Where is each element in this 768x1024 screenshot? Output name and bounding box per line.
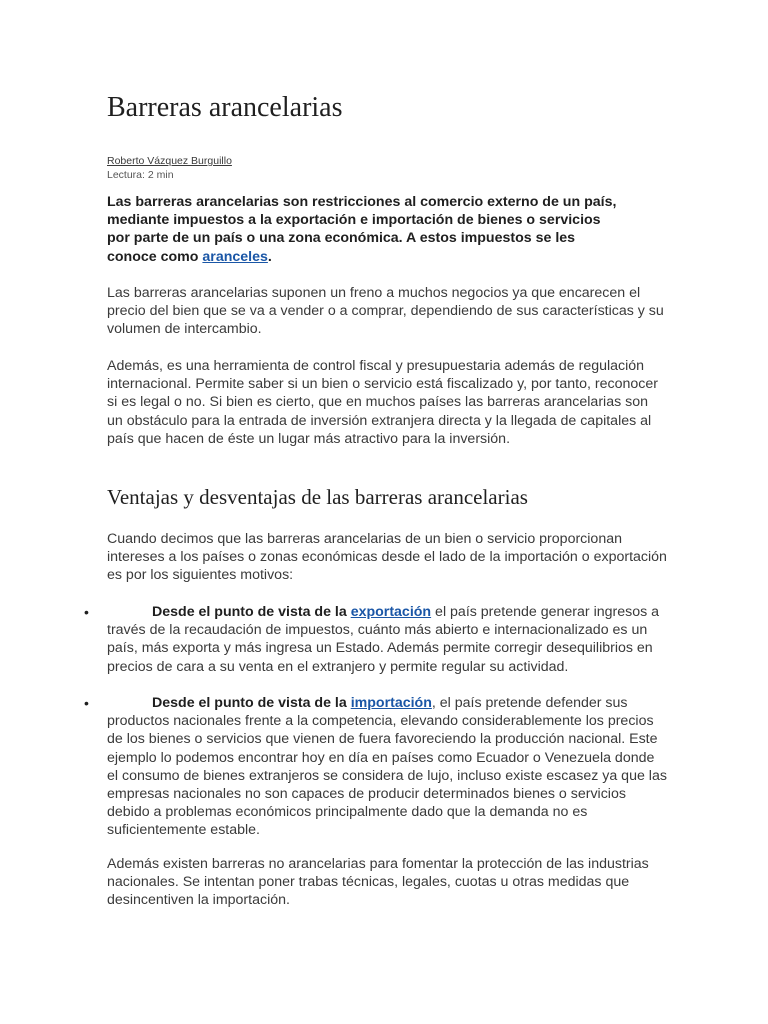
importacion-link[interactable]: importación: [350, 695, 432, 711]
paragraph-3: Además, es una herramienta de control fiscal y presupuestaria además de regulación internacional. Permite saber si un bien o servicio está fiscalizado y, por tanto, reconocer si es legal o no. Si bien es cierto, que en muchos países las barreras arancelarias son un obstáculo para la entrada de inversión extranjera directa y la llegada de capitales al país que hacen de éste un lugar más atractivo para la inversión.: [107, 358, 658, 447]
aranceles-link[interactable]: aranceles: [202, 248, 268, 265]
lead-text: Las barreras arancelarias son restricciones al comercio externo de un país, mediante impuestos a la exportación e importación de bienes o servicios por parte de un país o una zona económica. A estos impuestos se les conoce como: [107, 194, 617, 265]
bullet-lead: Desde el punto de vista de la: [152, 604, 351, 620]
lead-end: .: [267, 248, 272, 265]
paragraph-4: Cuando decimos que las barreras arancelarias de un bien o servicio proporcionan intereses a los países o zonas económicas desde el lado de la importación o exportación es por los siguientes motivos:: [107, 531, 667, 584]
paragraph-5: Además existen barreras no arancelarias para fomentar la protección de las industrias nacionales. Se intentan poner trabas técnicas, legales, cuotas u otras medidas que desincentiven la importación.: [107, 856, 649, 909]
bullet-icon: •: [84, 695, 89, 711]
section-heading: Ventajas y desventajas de las barreras arancelarias: [107, 485, 528, 509]
bullet-text: , el país pretende defender sus productos nacionales frente a la competencia, elevando considerablemente los precios de los bienes o servicios que vienen de fuera favoreciendo la producción nacional. Este ejemplo lo podemos encontrar hoy en día en países como Ecuador o Venezuela donde el consumo de bienes extranjeros se considera de lujo, incluso existe escasez ya que las empresas nacionales no son capaces de producir determinados bienes o servicios debido a problemas económicos principalmente dado que la demanda no es suficientemente estable.: [107, 695, 667, 839]
exportacion-link[interactable]: exportación: [350, 604, 432, 620]
reading-time: Lectura: 2 min: [107, 169, 174, 181]
list-item: [84, 603, 667, 676]
page-title: Barreras arancelarias: [107, 92, 343, 123]
lead-paragraph: [107, 193, 627, 266]
paragraph-2: Las barreras arancelarias suponen un freno a muchos negocios ya que encarecen el precio del bien que se va a vender o a comprar, dependiendo de sus características y su volumen de intercambio.: [107, 285, 664, 338]
bullet-text: el país pretende generar ingresos a través de la recaudación de impuestos, cuánto más abierto e internacionalizado es un país, más exporta y más ingresa un Estado. Además permite corregir desequilibrios en precios de cara a su venta en el extranjero y permite regular su actividad.: [107, 604, 660, 675]
author-link[interactable]: Roberto Vázquez Burguillo: [107, 155, 232, 167]
bullet-lead: Desde el punto de vista de la: [152, 695, 351, 711]
list-item: [84, 694, 667, 840]
bullet-icon: •: [84, 604, 89, 620]
